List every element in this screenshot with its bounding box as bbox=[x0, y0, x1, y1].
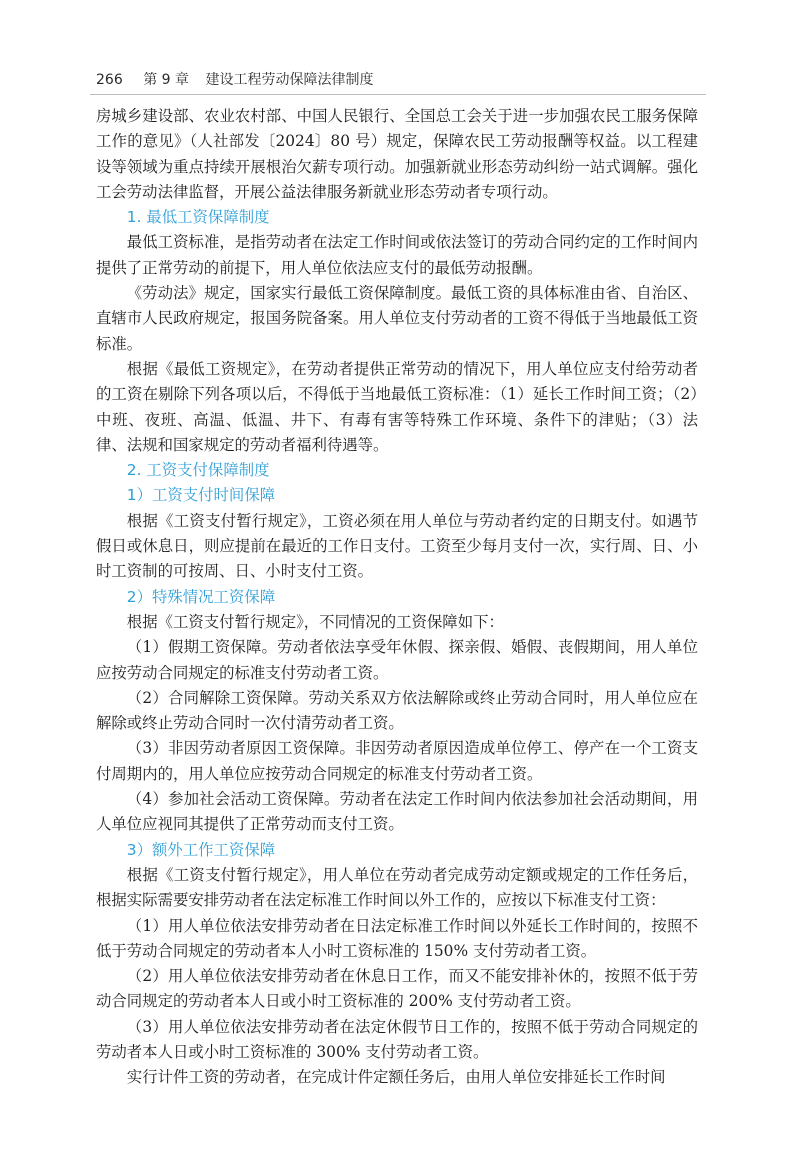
paragraph: 根据《工资支付暂行规定》，不同情况的工资保障如下： bbox=[126, 612, 504, 631]
paragraph: （4）参加社会活动工资保障。劳动者在法定工作时间内依法参加社会活动期间，用人单位应视同其提供了正常劳动而支付工资。 bbox=[96, 790, 698, 834]
running-header bbox=[96, 69, 373, 89]
section-heading: 2）特殊情况工资保障 bbox=[126, 587, 276, 606]
chapter-number: 第 9 章 bbox=[143, 72, 189, 88]
section-heading: 1. 最低工资保障制度 bbox=[126, 208, 270, 227]
section-heading: 1）工资支付时间保障 bbox=[126, 486, 276, 505]
section-heading: 2. 工资支付保障制度 bbox=[126, 461, 270, 480]
body-text bbox=[96, 104, 698, 1091]
paragraph: 最低工资标准，是指劳动者在法定工作时间或依法签订的劳动合同约定的工作时间内提供了正常劳动的前提下，用人单位依法应支付的最低劳动报酬。 bbox=[96, 233, 698, 277]
paragraph: 根据《最低工资规定》，在劳动者提供正常劳动的情况下，用人单位应支付给劳动者的工资在剔除下列各项以后，不得低于当地最低工资标准：（1）延长工作时间工资；（2）中班、夜班、高温、低温、井下、有毒有害等特殊工作环境、条件下的津贴；（3）法律、法规和国家规定的劳动者福利待遇等。 bbox=[96, 359, 698, 454]
paragraph: （1）假期工资保障。劳动者依法享受年休假、探亲假、婚假、丧假期间，用人单位应按劳动合同规定的标准支付劳动者工资。 bbox=[96, 638, 698, 682]
paragraph: （2）用人单位依法安排劳动者在休息日工作，而又不能安排补休的，按照不低于劳动合同规定的劳动者本人日或小时工资标准的 200% 支付劳动者工资。 bbox=[96, 967, 698, 1011]
chapter-title: 建设工程劳动保障法律制度 bbox=[205, 72, 374, 88]
page-number: 266 bbox=[96, 72, 123, 88]
paragraph: 《劳动法》规定，国家实行最低工资保障制度。最低工资的具体标准由省、自治区、直辖市人民政府规定，报国务院备案。用人单位支付劳动者的工资不得低于当地最低工资标准。 bbox=[96, 284, 698, 353]
paragraph: （3）用人单位依法安排劳动者在法定休假节日工作的，按照不低于劳动合同规定的劳动者本人日或小时工资标准的 300% 支付劳动者工资。 bbox=[96, 1017, 698, 1061]
paragraph: （1）用人单位依法安排劳动者在日法定标准工作时间以外延长工作时间的，按照不低于劳动合同规定的劳动者本人小时工资标准的 150% 支付劳动者工资。 bbox=[96, 916, 698, 960]
header-rule bbox=[90, 94, 706, 95]
paragraph: 根据《工资支付暂行规定》，工资必须在用人单位与劳动者约定的日期支付。如遇节假日或休息日，则应提前在最近的工作日支付。工资至少每月支付一次，实行周、日、小时工资制的可按周、日、小时支付工资。 bbox=[96, 511, 698, 581]
paragraph: 房城乡建设部、农业农村部、中国人民银行、全国总工会关于进一步加强农民工服务保障工作的意见》（人社部发〔2024〕80 号）规定，保障农民工劳动报酬等权益。以工程建设等领域为重点持续开展根治欠薪专项行动。加强新就业形态劳动纠纷一站式调解。强化工会劳动法律监督，开展公益法律服务新就业形态劳动者专项行动。 bbox=[96, 107, 698, 201]
paragraph: （3）非因劳动者原因工资保障。非因劳动者原因造成单位停工、停产在一个工资支付周期内的，用人单位应按劳动合同规定的标准支付劳动者工资。 bbox=[96, 739, 698, 783]
paragraph: 实行计件工资的劳动者，在完成计件定额任务后，由用人单位安排延长工作时间 bbox=[126, 1068, 666, 1087]
paragraph: 根据《工资支付暂行规定》，用人单位在劳动者完成劳动定额或规定的工作任务后，根据实际需要安排劳动者在法定标准工作时间以外工作的，应按以下标准支付工资： bbox=[96, 865, 698, 910]
section-heading: 3）额外工作工资保障 bbox=[126, 840, 276, 859]
paragraph: （2）合同解除工资保障。劳动关系双方依法解除或终止劳动合同时，用人单位应在解除或终止劳动合同时一次付清劳动者工资。 bbox=[96, 688, 698, 733]
